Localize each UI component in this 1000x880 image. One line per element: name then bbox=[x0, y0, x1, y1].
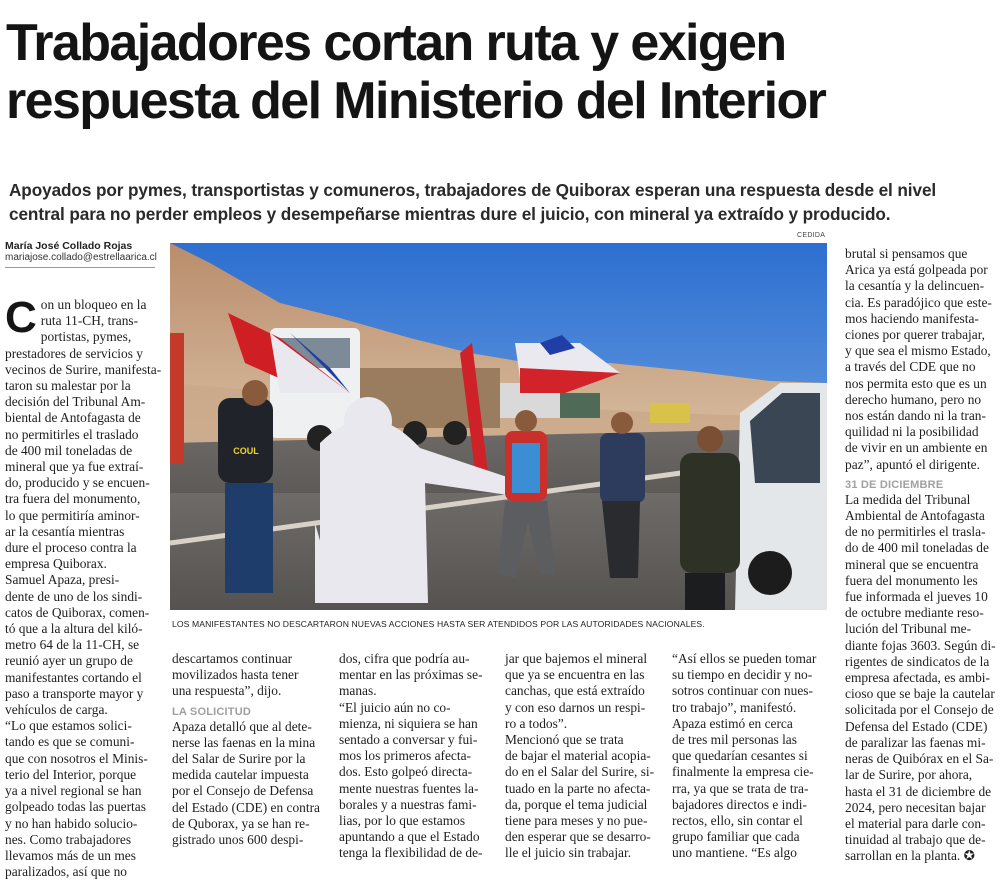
text-line: solicitada por el Consejo de bbox=[845, 702, 994, 718]
text-line: su tiempo en decidir y no- bbox=[672, 667, 813, 683]
photo-credit: CEDIDA bbox=[797, 232, 826, 239]
text-line: nos están dando ni la tran- bbox=[845, 408, 986, 424]
text-line: lias, por lo que estamos bbox=[339, 813, 466, 829]
text-line: den esperar que se desarro- bbox=[505, 829, 651, 845]
col2-lines-b bbox=[172, 718, 320, 849]
deck-line-1: Apoyados por pymes, transportistas y comuneros, trabajadores de Quiborax esperan una respuesta desde el nivel bbox=[9, 180, 937, 200]
text-line: borales y a nuestras fami- bbox=[339, 796, 477, 812]
text-line: quilidad ni la posibilidad bbox=[845, 424, 979, 440]
text-line: nos permita esto que es un bbox=[845, 375, 987, 391]
text-line: sarrollan en la planta. ✪ bbox=[845, 848, 975, 864]
col2-lines-a bbox=[172, 651, 302, 700]
text-line: sotros continuar con nues- bbox=[672, 683, 813, 699]
text-line: no permitirles el traslado bbox=[5, 426, 139, 442]
protest-photo-illustration bbox=[170, 243, 827, 610]
text-line: de Quborax, ya se han re- bbox=[172, 815, 310, 831]
text-line: dos. Esto golpeó directa- bbox=[339, 764, 473, 780]
text-line: Defensa del Estado (CDE) bbox=[845, 718, 988, 734]
text-line: “El juicio aún no co- bbox=[339, 699, 451, 715]
text-line: lo que permitiría aminor- bbox=[5, 507, 140, 523]
article-column-5 bbox=[672, 651, 817, 862]
text-line: nes. Como trabajadores bbox=[5, 831, 132, 847]
text-line: taron su malestar por la bbox=[5, 378, 131, 394]
text-line: de paralizar las faenas mi- bbox=[845, 734, 986, 750]
text-line: 2024, pero necesitan bajar bbox=[845, 799, 986, 815]
text-line: ciones por querer trabajar, bbox=[845, 327, 985, 343]
article-column-3 bbox=[339, 651, 483, 862]
text-line: y con eso darnos un respi- bbox=[505, 699, 646, 715]
text-line: el material para darle con- bbox=[845, 815, 986, 831]
text-line: medida cautelar impuesta bbox=[172, 767, 309, 783]
text-line: neras de Quibórax en el Sa- bbox=[845, 751, 994, 767]
text-line: fue informada el jueves 10 bbox=[845, 589, 988, 605]
text-line: de octubre mediante reso- bbox=[845, 605, 984, 621]
text-line: tra fuera del monumento, bbox=[5, 491, 141, 507]
text-line: Apaza estimó en cerca bbox=[672, 715, 793, 731]
text-line: de tres mil personas las bbox=[672, 732, 797, 748]
text-line: tiene para meses y no pue- bbox=[505, 813, 648, 829]
text-line: hasta el 31 de diciembre de bbox=[845, 783, 992, 799]
text-line: Ambiental de Antofagasta bbox=[845, 508, 985, 524]
text-line: que ya se encuentra en las bbox=[505, 667, 645, 683]
text-line: vecinos de Surire, manifesta- bbox=[5, 361, 162, 377]
text-line: y no han habido solucio- bbox=[5, 815, 138, 831]
text-line: Apaza detalló que al dete- bbox=[172, 718, 312, 734]
article-column-6 bbox=[845, 246, 995, 865]
text-line: apuntando a que el Estado bbox=[339, 829, 480, 845]
text-line: una respuesta”, dijo. bbox=[172, 683, 282, 699]
text-line: derecho humano, pero no bbox=[845, 391, 982, 407]
author-name: María José Collado Rojas bbox=[5, 240, 133, 252]
author-email: mariajose.collado@estrellaarica.cl bbox=[5, 252, 157, 263]
text-line: “Lo que estamos solici- bbox=[5, 718, 132, 734]
text-line: mos haciendo manifesta- bbox=[845, 310, 979, 326]
text-line: La medida del Tribunal bbox=[845, 491, 971, 507]
text-line: que quedarían cesantes si bbox=[672, 748, 808, 764]
text-line: empresa afectada, es ambi- bbox=[845, 670, 990, 686]
text-line: y que sea el mismo Estado, bbox=[845, 343, 991, 359]
text-line: ya a nivel regional se han bbox=[5, 783, 142, 799]
col6-lines-b bbox=[845, 492, 995, 865]
text-line: rectos, ello, sin contar el bbox=[672, 813, 803, 829]
text-line: tinuidad al trabajo que de- bbox=[845, 832, 986, 848]
text-line: de 400 mil toneladas de bbox=[5, 442, 133, 458]
text-line: catos de Quiborax, comen- bbox=[5, 604, 150, 620]
text-line: tando es que se comuni- bbox=[5, 734, 135, 750]
text-line: mos los primeros afecta- bbox=[339, 748, 472, 764]
text-line: diante fojas 3603. Según di- bbox=[845, 637, 996, 653]
text-line: movilizados hasta tener bbox=[172, 667, 299, 683]
text-line: de no permitirles el trasla- bbox=[845, 524, 986, 540]
text-line: ar la cesantía mientras bbox=[5, 523, 125, 539]
text-line: paralizados, así que no bbox=[5, 864, 127, 880]
text-line: tó que a la altura del kiló- bbox=[5, 621, 143, 637]
text-line: do de 400 mil toneladas de bbox=[845, 540, 989, 556]
text-line: que con nosotros el Minis- bbox=[5, 750, 148, 766]
deck-line-2: central para no perder empleos y desempeñarse mientras dure el juicio, con mineral ya extraído y producido. bbox=[9, 204, 891, 224]
text-line: mentar en las próximas se- bbox=[339, 667, 483, 683]
text-line: cia. Es paradójico que este- bbox=[845, 294, 992, 310]
text-line: do en el Salar del Surire, si- bbox=[505, 764, 655, 780]
text-line: sentado a conversar y fui- bbox=[339, 732, 478, 748]
text-line: do, producido y se encuen- bbox=[5, 475, 150, 491]
drop-cap: C bbox=[5, 293, 37, 342]
text-line: decisión del Tribunal Am- bbox=[5, 394, 146, 410]
text-line: mineral que ya fue extraí- bbox=[5, 459, 144, 475]
text-line: grupo familiar que cada bbox=[672, 829, 800, 845]
text-line: gistrado unos 600 despi- bbox=[172, 832, 304, 848]
text-line: rra, ya que se trata de tra- bbox=[672, 780, 809, 796]
text-line: descartamos continuar bbox=[172, 651, 293, 666]
text-line: llevamos más de un mes bbox=[5, 847, 136, 863]
text-line: on un bloqueo en la bbox=[40, 297, 147, 312]
text-line: Samuel Apaza, presi- bbox=[5, 572, 120, 588]
text-line: reunió ayer un grupo de bbox=[5, 653, 133, 669]
col6-lines-a bbox=[845, 246, 995, 473]
text-line: tro trabajo”, manifestó. bbox=[672, 699, 797, 715]
text-line: prestadores de servicios y bbox=[5, 345, 143, 361]
text-line: portistas, pymes, bbox=[40, 329, 132, 345]
text-line: manas. bbox=[339, 683, 377, 699]
text-line: dos, cifra que podría au- bbox=[339, 651, 470, 666]
headline bbox=[6, 14, 996, 130]
text-line: cioso que se baje la cautelar bbox=[845, 686, 995, 702]
text-line: fuera del monumento les bbox=[845, 572, 978, 588]
text-line: lle el juicio sin trabajar. bbox=[505, 845, 632, 861]
headline-line-2: respuesta del Ministerio del Interior bbox=[6, 72, 826, 130]
text-line: golpeado todas las puertas bbox=[5, 799, 146, 815]
text-line: a través del CDE que no bbox=[845, 359, 976, 375]
text-line: nerse las faenas en la mina bbox=[172, 734, 316, 750]
text-line: biental de Antofagasta de bbox=[5, 410, 141, 426]
article-column-1 bbox=[5, 293, 162, 880]
text-line: mienza, ni siquiera se han bbox=[339, 715, 478, 731]
col3-lines bbox=[339, 651, 483, 862]
text-line: tenga la flexibilidad de de- bbox=[339, 845, 483, 861]
text-line: metro 64 de la 11-CH, se bbox=[5, 637, 140, 653]
headline-line-1: Trabajadores cortan ruta y exigen bbox=[6, 14, 786, 72]
col5-lines bbox=[672, 651, 817, 862]
text-line: del Salar de Surire por la bbox=[172, 751, 306, 767]
text-line: de vivir en un ambiente en bbox=[845, 440, 988, 456]
subhead-la-solicitud: LA SOLICITUD bbox=[172, 705, 251, 718]
deck bbox=[9, 178, 994, 226]
text-line: brutal si pensamos que bbox=[845, 246, 968, 261]
text-line: dente de uno de los sindi- bbox=[5, 588, 143, 604]
article-column-4 bbox=[505, 651, 655, 862]
text-line: paso a transporte mayor y bbox=[5, 685, 144, 701]
text-line: uno mantiene. “Es algo bbox=[672, 845, 797, 861]
text-line: ruta 11-CH, trans- bbox=[40, 313, 139, 329]
text-line: terio del Interior, porque bbox=[5, 766, 137, 782]
text-line: lar de Surire, por ahora, bbox=[845, 767, 973, 783]
text-line: por el Consejo de Defensa bbox=[172, 783, 314, 799]
text-line: paz”, apuntó el dirigente. bbox=[845, 456, 980, 472]
text-line: Mencionó que se trata bbox=[505, 732, 624, 748]
news-photo bbox=[170, 243, 827, 610]
text-line: mente nuestras fuentes la- bbox=[339, 780, 479, 796]
article-column-2 bbox=[172, 651, 320, 848]
text-line: la cesantía y la delincuen- bbox=[845, 278, 985, 294]
text-line: del Estado (CDE) en contra bbox=[172, 799, 320, 815]
col4-lines bbox=[505, 651, 655, 862]
text-line: ro a todos”. bbox=[505, 715, 568, 731]
text-line: mineral que se encuentra bbox=[845, 556, 979, 572]
text-line: “Así ellos se pueden tomar bbox=[672, 651, 817, 666]
text-line: tuado en la parte no afecta- bbox=[505, 780, 651, 796]
text-line: finalmente la empresa cie- bbox=[672, 764, 814, 780]
byline bbox=[5, 240, 155, 268]
text-line: da, porque el tema judicial bbox=[505, 796, 648, 812]
text-line: empresa Quiborax. bbox=[5, 556, 107, 572]
col1-lines bbox=[5, 293, 162, 880]
text-line: dure el proceso contra la bbox=[5, 540, 137, 556]
text-line: rigentes de sindicatos de la bbox=[845, 653, 990, 669]
jacket-text: COUL bbox=[233, 446, 259, 456]
text-line: jar que bajemos el mineral bbox=[505, 651, 648, 666]
text-line: bajadores directos e indi- bbox=[672, 796, 807, 812]
text-line: canchas, que está extraído bbox=[505, 683, 645, 699]
photo-caption: LOS MANIFESTANTES NO DESCARTARON NUEVAS ACCIONES HASTA SER ATENDIDOS POR LAS AUTORIDADES NACIONALES. bbox=[172, 619, 705, 629]
text-line: Arica ya está golpeada por bbox=[845, 262, 988, 278]
text-line: manifestantes cortando el bbox=[5, 669, 142, 685]
subhead-31-de-diciembre: 31 DE DICIEMBRE bbox=[845, 478, 944, 491]
text-line: vehículos de carga. bbox=[5, 702, 108, 718]
text-line: de bajar el material acopia- bbox=[505, 748, 651, 764]
text-line: lución del Tribunal me- bbox=[845, 621, 972, 637]
